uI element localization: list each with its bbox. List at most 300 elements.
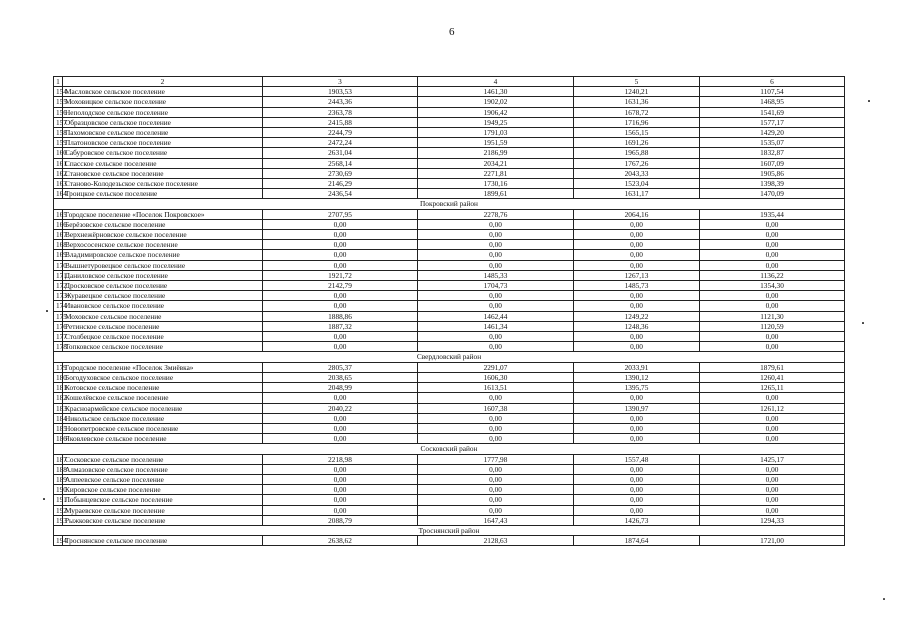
header-row bbox=[54, 77, 845, 87]
settlement-name: Топковское сельское поселение bbox=[63, 342, 263, 352]
row-number: 162 bbox=[54, 168, 63, 178]
value-cell: 2040,22 bbox=[263, 403, 418, 413]
value-cell: 0,00 bbox=[700, 219, 845, 229]
settlement-name: Новопетровское сельское поселение bbox=[63, 423, 263, 433]
settlement-name: Алмазовское сельское поселение bbox=[63, 464, 263, 474]
settlement-name: Дросковское сельское поселение bbox=[63, 281, 263, 291]
settlement-name: Ивановское сельское поселение bbox=[63, 301, 263, 311]
district-title: Покровский район bbox=[54, 199, 845, 209]
value-cell: 2048,99 bbox=[263, 383, 418, 393]
scan-speck bbox=[46, 310, 48, 312]
table-row bbox=[54, 270, 845, 280]
value-cell: 1470,09 bbox=[700, 189, 845, 199]
value-cell: 1887,32 bbox=[263, 321, 418, 331]
settlement-name: Берёзовское сельское поселение bbox=[63, 219, 263, 229]
settlement-name: Богодуховское сельское поселение bbox=[63, 372, 263, 382]
value-cell: 0,00 bbox=[418, 505, 574, 515]
value-cell: 0,00 bbox=[574, 291, 700, 301]
value-cell: 2805,37 bbox=[263, 362, 418, 372]
value-cell: 1678,72 bbox=[574, 107, 700, 117]
value-cell: 1354,30 bbox=[700, 281, 845, 291]
value-cell: 1899,61 bbox=[418, 189, 574, 199]
value-cell: 2033,91 bbox=[574, 362, 700, 372]
value-cell: 2088,79 bbox=[263, 515, 418, 525]
table-row bbox=[54, 138, 845, 148]
table-row bbox=[54, 291, 845, 301]
value-cell: 0,00 bbox=[263, 464, 418, 474]
column-header: 3 bbox=[263, 77, 418, 87]
settlement-name: Кировское сельское поселение bbox=[63, 485, 263, 495]
value-cell: 1398,39 bbox=[700, 179, 845, 189]
value-cell: 1121,30 bbox=[700, 311, 845, 321]
table-row bbox=[54, 128, 845, 138]
value-cell: 0,00 bbox=[418, 413, 574, 423]
row-number: 156 bbox=[54, 107, 63, 117]
value-cell: 0,00 bbox=[263, 230, 418, 240]
row-number: 166 bbox=[54, 219, 63, 229]
value-cell: 0,00 bbox=[574, 219, 700, 229]
value-cell: 0,00 bbox=[700, 413, 845, 423]
value-cell: 1485,73 bbox=[574, 281, 700, 291]
value-cell: 0,00 bbox=[263, 505, 418, 515]
value-cell: 1557,48 bbox=[574, 454, 700, 464]
row-number: 184 bbox=[54, 413, 63, 423]
value-cell: 1395,75 bbox=[574, 383, 700, 393]
value-cell: 0,00 bbox=[700, 250, 845, 260]
settlement-name: Троснянское сельское поселение bbox=[63, 536, 263, 546]
value-cell: 0,00 bbox=[574, 423, 700, 433]
value-cell: 1906,42 bbox=[418, 107, 574, 117]
row-number: 174 bbox=[54, 301, 63, 311]
table-row bbox=[54, 423, 845, 433]
value-cell: 2631,04 bbox=[263, 148, 418, 158]
scan-speck bbox=[883, 598, 885, 600]
table-row bbox=[54, 301, 845, 311]
value-cell: 2415,88 bbox=[263, 117, 418, 127]
settlement-name: Вышнетуровецкое сельское поселение bbox=[63, 260, 263, 270]
table-row bbox=[54, 148, 845, 158]
value-cell: 0,00 bbox=[700, 393, 845, 403]
table-row bbox=[54, 321, 845, 331]
value-cell: 0,00 bbox=[418, 474, 574, 484]
value-cell: 1935,44 bbox=[700, 209, 845, 219]
value-cell: 0,00 bbox=[574, 495, 700, 505]
row-number: 180 bbox=[54, 372, 63, 382]
value-cell: 0,00 bbox=[700, 240, 845, 250]
value-cell: 0,00 bbox=[263, 260, 418, 270]
district-title: Сосковский район bbox=[54, 444, 845, 454]
settlement-name: Становское сельское поселение bbox=[63, 168, 263, 178]
value-cell: 0,00 bbox=[574, 250, 700, 260]
district-title: Свердловский район bbox=[54, 352, 845, 362]
value-cell: 1261,12 bbox=[700, 403, 845, 413]
settlement-name: Моховское сельское поселение bbox=[63, 311, 263, 321]
value-cell: 1949,25 bbox=[418, 117, 574, 127]
value-cell: 2443,36 bbox=[263, 97, 418, 107]
value-cell: 0,00 bbox=[700, 485, 845, 495]
settlement-name: Спасское сельское поселение bbox=[63, 158, 263, 168]
table-row bbox=[54, 97, 845, 107]
value-cell: 1716,96 bbox=[574, 117, 700, 127]
settlement-name: Троицкое сельское поселение bbox=[63, 189, 263, 199]
value-cell: 1461,30 bbox=[418, 87, 574, 97]
row-number: 190 bbox=[54, 485, 63, 495]
table-row bbox=[54, 179, 845, 189]
table-row bbox=[54, 403, 845, 413]
value-cell: 1541,69 bbox=[700, 107, 845, 117]
value-cell: 1730,16 bbox=[418, 179, 574, 189]
row-number: 193 bbox=[54, 515, 63, 525]
row-number: 160 bbox=[54, 148, 63, 158]
row-number: 186 bbox=[54, 434, 63, 444]
value-cell: 0,00 bbox=[700, 495, 845, 505]
row-number: 170 bbox=[54, 260, 63, 270]
table-row bbox=[54, 383, 845, 393]
value-cell: 2278,76 bbox=[418, 209, 574, 219]
row-number: 173 bbox=[54, 291, 63, 301]
value-cell: 1607,38 bbox=[418, 403, 574, 413]
row-number: 183 bbox=[54, 403, 63, 413]
value-cell: 1390,12 bbox=[574, 372, 700, 382]
data-table bbox=[53, 76, 845, 546]
value-cell: 1606,30 bbox=[418, 372, 574, 382]
value-cell: 0,00 bbox=[574, 474, 700, 484]
table-row bbox=[54, 372, 845, 382]
settlement-name: Кошелёвское сельское поселение bbox=[63, 393, 263, 403]
settlement-name: Владимировское сельское поселение bbox=[63, 250, 263, 260]
value-cell: 0,00 bbox=[700, 301, 845, 311]
value-cell: 2043,33 bbox=[574, 168, 700, 178]
value-cell: 0,00 bbox=[263, 219, 418, 229]
district-row bbox=[54, 444, 845, 454]
value-cell: 2638,62 bbox=[263, 536, 418, 546]
value-cell: 0,00 bbox=[574, 505, 700, 515]
district-row bbox=[54, 525, 845, 535]
value-cell: 0,00 bbox=[574, 260, 700, 270]
table-row bbox=[54, 515, 845, 525]
district-title: Троснянский район bbox=[54, 525, 845, 535]
value-cell: 1767,26 bbox=[574, 158, 700, 168]
row-number: 159 bbox=[54, 138, 63, 148]
value-cell: 0,00 bbox=[263, 332, 418, 342]
value-cell: 2271,81 bbox=[418, 168, 574, 178]
table-row bbox=[54, 168, 845, 178]
table-row bbox=[54, 495, 845, 505]
row-number: 177 bbox=[54, 332, 63, 342]
value-cell: 0,00 bbox=[700, 332, 845, 342]
value-cell: 1468,95 bbox=[700, 97, 845, 107]
table-row bbox=[54, 250, 845, 260]
row-number: 176 bbox=[54, 321, 63, 331]
value-cell: 0,00 bbox=[700, 423, 845, 433]
value-cell: 2363,78 bbox=[263, 107, 418, 117]
value-cell: 0,00 bbox=[263, 413, 418, 423]
value-cell: 2064,16 bbox=[574, 209, 700, 219]
value-cell: 1294,33 bbox=[700, 515, 845, 525]
value-cell: 1565,15 bbox=[574, 128, 700, 138]
table-row bbox=[54, 260, 845, 270]
value-cell: 0,00 bbox=[700, 464, 845, 474]
value-cell: 0,00 bbox=[700, 230, 845, 240]
table-row bbox=[54, 209, 845, 219]
value-cell: 2038,65 bbox=[263, 372, 418, 382]
row-number: 185 bbox=[54, 423, 63, 433]
column-header: 6 bbox=[700, 77, 845, 87]
value-cell: 1613,51 bbox=[418, 383, 574, 393]
table-row bbox=[54, 362, 845, 372]
settlement-name: Никольское сельское поселение bbox=[63, 413, 263, 423]
column-header: 5 bbox=[574, 77, 700, 87]
table-row bbox=[54, 393, 845, 403]
settlement-name: Сабуровское сельское поселение bbox=[63, 148, 263, 158]
value-cell: 0,00 bbox=[263, 485, 418, 495]
page-number: 6 bbox=[449, 26, 455, 38]
value-cell: 2472,24 bbox=[263, 138, 418, 148]
value-cell: 0,00 bbox=[700, 342, 845, 352]
table-row bbox=[54, 240, 845, 250]
value-cell: 0,00 bbox=[418, 260, 574, 270]
value-cell: 1691,26 bbox=[574, 138, 700, 148]
value-cell: 1260,41 bbox=[700, 372, 845, 382]
value-cell: 1905,86 bbox=[700, 168, 845, 178]
value-cell: 1523,04 bbox=[574, 179, 700, 189]
value-cell: 0,00 bbox=[418, 291, 574, 301]
value-cell: 0,00 bbox=[418, 250, 574, 260]
column-header: 2 bbox=[63, 77, 263, 87]
value-cell: 0,00 bbox=[263, 342, 418, 352]
row-number: 191 bbox=[54, 495, 63, 505]
value-cell: 2291,07 bbox=[418, 362, 574, 372]
value-cell: 1248,36 bbox=[574, 321, 700, 331]
value-cell: 2707,95 bbox=[263, 209, 418, 219]
value-cell: 1647,43 bbox=[418, 515, 574, 525]
row-number: 155 bbox=[54, 97, 63, 107]
value-cell: 2436,54 bbox=[263, 189, 418, 199]
value-cell: 1631,36 bbox=[574, 97, 700, 107]
row-number: 158 bbox=[54, 128, 63, 138]
settlement-name: Неполодское сельское поселение bbox=[63, 107, 263, 117]
value-cell: 1425,17 bbox=[700, 454, 845, 464]
value-cell: 2730,69 bbox=[263, 168, 418, 178]
settlement-name: Масловское сельское поселение bbox=[63, 87, 263, 97]
row-number: 157 bbox=[54, 117, 63, 127]
settlement-name: Яковлевское сельское поселение bbox=[63, 434, 263, 444]
value-cell: 1240,21 bbox=[574, 87, 700, 97]
settlement-name: Платоновское сельское поселение bbox=[63, 138, 263, 148]
settlement-name: Городское поселение «Поселок Змиёвка» bbox=[63, 362, 263, 372]
table-body bbox=[54, 77, 845, 546]
value-cell: 2218,98 bbox=[263, 454, 418, 464]
value-cell: 1535,07 bbox=[700, 138, 845, 148]
value-cell: 0,00 bbox=[418, 332, 574, 342]
value-cell: 1902,02 bbox=[418, 97, 574, 107]
value-cell: 0,00 bbox=[700, 291, 845, 301]
table-row bbox=[54, 230, 845, 240]
value-cell: 0,00 bbox=[418, 464, 574, 474]
value-cell: 0,00 bbox=[418, 219, 574, 229]
table-row bbox=[54, 281, 845, 291]
row-number: 167 bbox=[54, 230, 63, 240]
settlement-name: Алпеевское сельское поселение bbox=[63, 474, 263, 484]
value-cell: 0,00 bbox=[418, 495, 574, 505]
value-cell: 0,00 bbox=[263, 250, 418, 260]
table-row bbox=[54, 117, 845, 127]
value-cell: 2186,99 bbox=[418, 148, 574, 158]
value-cell: 2034,21 bbox=[418, 158, 574, 168]
value-cell: 0,00 bbox=[263, 291, 418, 301]
column-header: 4 bbox=[418, 77, 574, 87]
table-row bbox=[54, 464, 845, 474]
row-number: 179 bbox=[54, 362, 63, 372]
row-number: 163 bbox=[54, 179, 63, 189]
settlement-name: Ретинское сельское поселение bbox=[63, 321, 263, 331]
value-cell: 1777,98 bbox=[418, 454, 574, 464]
row-number: 178 bbox=[54, 342, 63, 352]
value-cell: 0,00 bbox=[574, 464, 700, 474]
value-cell: 0,00 bbox=[574, 413, 700, 423]
row-number: 182 bbox=[54, 393, 63, 403]
value-cell: 1832,87 bbox=[700, 148, 845, 158]
table-row bbox=[54, 536, 845, 546]
value-cell: 0,00 bbox=[700, 505, 845, 515]
row-number: 187 bbox=[54, 454, 63, 464]
value-cell: 1607,09 bbox=[700, 158, 845, 168]
row-number: 189 bbox=[54, 474, 63, 484]
row-number: 171 bbox=[54, 270, 63, 280]
settlement-name: Котовское сельское поселение bbox=[63, 383, 263, 393]
district-row bbox=[54, 199, 845, 209]
row-number: 181 bbox=[54, 383, 63, 393]
value-cell: 1874,64 bbox=[574, 536, 700, 546]
value-cell: 1267,13 bbox=[574, 270, 700, 280]
value-cell: 0,00 bbox=[263, 301, 418, 311]
row-number: 164 bbox=[54, 189, 63, 199]
table-row bbox=[54, 434, 845, 444]
value-cell: 0,00 bbox=[263, 423, 418, 433]
value-cell: 2142,79 bbox=[263, 281, 418, 291]
value-cell: 1704,73 bbox=[418, 281, 574, 291]
value-cell: 1249,22 bbox=[574, 311, 700, 321]
value-cell: 1390,97 bbox=[574, 403, 700, 413]
settlement-name: Рыжковское сельское поселение bbox=[63, 515, 263, 525]
row-number: 172 bbox=[54, 281, 63, 291]
settlement-name: Журавецкое сельское поселение bbox=[63, 291, 263, 301]
value-cell: 0,00 bbox=[263, 393, 418, 403]
table-row bbox=[54, 219, 845, 229]
value-cell: 1120,59 bbox=[700, 321, 845, 331]
value-cell: 0,00 bbox=[700, 474, 845, 484]
value-cell: 2146,29 bbox=[263, 179, 418, 189]
settlement-name: Мураевское сельское поселение bbox=[63, 505, 263, 515]
value-cell: 1461,34 bbox=[418, 321, 574, 331]
table-row bbox=[54, 342, 845, 352]
value-cell: 1879,61 bbox=[700, 362, 845, 372]
value-cell: 0,00 bbox=[263, 474, 418, 484]
value-cell: 0,00 bbox=[574, 301, 700, 311]
row-number: 175 bbox=[54, 311, 63, 321]
value-cell: 0,00 bbox=[418, 301, 574, 311]
value-cell: 0,00 bbox=[574, 485, 700, 495]
table-row bbox=[54, 87, 845, 97]
row-number: 188 bbox=[54, 464, 63, 474]
value-cell: 0,00 bbox=[418, 393, 574, 403]
settlement-name: Красноармейское сельское поселение bbox=[63, 403, 263, 413]
value-cell: 2128,63 bbox=[418, 536, 574, 546]
settlement-name: Лобынцевское сельское поселение bbox=[63, 495, 263, 505]
value-cell: 2568,14 bbox=[263, 158, 418, 168]
table-row bbox=[54, 189, 845, 199]
value-cell: 0,00 bbox=[418, 434, 574, 444]
table-row bbox=[54, 158, 845, 168]
scan-speck bbox=[862, 322, 864, 324]
row-number: 165 bbox=[54, 209, 63, 219]
value-cell: 1631,17 bbox=[574, 189, 700, 199]
scan-speck bbox=[868, 100, 870, 102]
value-cell: 0,00 bbox=[418, 423, 574, 433]
settlement-name: Образцовское сельское поселение bbox=[63, 117, 263, 127]
value-cell: 0,00 bbox=[418, 342, 574, 352]
value-cell: 0,00 bbox=[574, 332, 700, 342]
value-cell: 1903,53 bbox=[263, 87, 418, 97]
value-cell: 0,00 bbox=[700, 434, 845, 444]
settlement-name: Пахомовское сельское поселение bbox=[63, 128, 263, 138]
value-cell: 1921,72 bbox=[263, 270, 418, 280]
value-cell: 0,00 bbox=[574, 230, 700, 240]
row-number: 169 bbox=[54, 250, 63, 260]
value-cell: 0,00 bbox=[418, 230, 574, 240]
table-row bbox=[54, 311, 845, 321]
value-cell: 1721,00 bbox=[700, 536, 845, 546]
value-cell: 0,00 bbox=[574, 342, 700, 352]
row-number: 154 bbox=[54, 87, 63, 97]
value-cell: 1265,11 bbox=[700, 383, 845, 393]
settlement-name: Городское поселение «Поселок Покровское» bbox=[63, 209, 263, 219]
district-row bbox=[54, 352, 845, 362]
value-cell: 1965,88 bbox=[574, 148, 700, 158]
settlement-name: Верхнежёрновское сельское поселение bbox=[63, 230, 263, 240]
value-cell: 1462,44 bbox=[418, 311, 574, 321]
settlement-name: Верхососенское сельское поселение bbox=[63, 240, 263, 250]
value-cell: 1107,54 bbox=[700, 87, 845, 97]
value-cell: 0,00 bbox=[418, 485, 574, 495]
column-header: 1 bbox=[54, 77, 63, 87]
value-cell: 1791,03 bbox=[418, 128, 574, 138]
table-row bbox=[54, 485, 845, 495]
row-number: 192 bbox=[54, 505, 63, 515]
value-cell: 1888,86 bbox=[263, 311, 418, 321]
value-cell: 1485,33 bbox=[418, 270, 574, 280]
value-cell: 2244,79 bbox=[263, 128, 418, 138]
row-number: 194 bbox=[54, 536, 63, 546]
scan-speck bbox=[43, 498, 45, 500]
table-row bbox=[54, 332, 845, 342]
table-row bbox=[54, 413, 845, 423]
settlement-name: Станово-Колодезьское сельское поселение bbox=[63, 179, 263, 189]
value-cell: 1429,20 bbox=[700, 128, 845, 138]
value-cell: 0,00 bbox=[263, 434, 418, 444]
table-row bbox=[54, 474, 845, 484]
value-cell: 0,00 bbox=[574, 434, 700, 444]
value-cell: 0,00 bbox=[263, 240, 418, 250]
value-cell: 0,00 bbox=[700, 260, 845, 270]
settlement-name: Даниловское сельское поселение bbox=[63, 270, 263, 280]
value-cell: 1136,22 bbox=[700, 270, 845, 280]
value-cell: 1426,73 bbox=[574, 515, 700, 525]
settlement-name: Моховицкое сельское поселение bbox=[63, 97, 263, 107]
table-row bbox=[54, 454, 845, 464]
value-cell: 0,00 bbox=[418, 240, 574, 250]
value-cell: 0,00 bbox=[263, 495, 418, 505]
